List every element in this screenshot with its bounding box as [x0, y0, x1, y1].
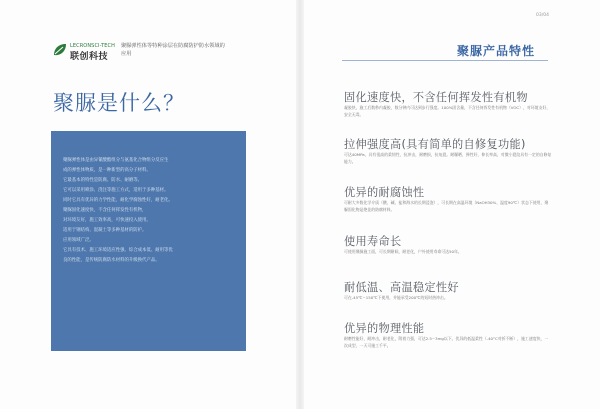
feature-item [344, 138, 554, 165]
intro-line: 对环境友好，施工效率高，可快速投入使用。 [63, 218, 151, 223]
intro-line: 应用领域广泛。 [63, 238, 94, 243]
feature-title: 拉伸强度高(具有简单的自修复功能) [344, 138, 526, 151]
feature-description: 可耐大多数化学介质（酸、碱、盐和海水的长期浸泡），可长期在高温环境（NaOH30%、温度90℃）状态下使用，聚脲固化物是绝佳的防腐材料。 [344, 200, 549, 212]
feature-title: 优异的物理性能 [344, 322, 425, 335]
leaf-logo-icon [53, 43, 67, 57]
intro-text [63, 156, 239, 266]
feature-item [344, 186, 554, 213]
feature-title: 使用寿命长 [344, 235, 402, 248]
intro-line: 成的弹性体物质，是一种新型的高分子材料。 [63, 168, 151, 173]
page-fold [296, 0, 304, 409]
logo-name-en: LECRONSCI-TECH [70, 43, 115, 49]
intro-line: 聚脲固化速度快，不含任何挥发性有机物， [63, 208, 147, 213]
intro-line: 同时它具有优异的力学性能，耐化学腐蚀性好，耐老化。 [63, 198, 173, 203]
intro-line: 它具有技术、施工环境适应性强、综合成本低、耐用等优 [63, 248, 173, 253]
feature-description: 可达40MPa，具有很高的柔韧性，抗冲击，耐磨损，抗龟裂。耐曝晒，弹性好，伸长率高，对微小裂纹具有一定的自修复能力。 [344, 152, 552, 164]
feature-item [344, 91, 554, 118]
feature-description: 凝胶快，施工后数秒内凝胶，数分钟内可达到步行强度。100%固含量，不含任何挥发性有机物（VOC），对环境友好，安全无毒。 [344, 105, 551, 117]
feature-title: 固化速度快，不含任何挥发性有机物 [344, 91, 528, 104]
intro-panel [51, 131, 246, 351]
intro-line: 它可以采用喷涂、浇注等施工方式，适用于多种基材。 [63, 188, 169, 193]
feature-title: 耐低温、高温稳定性好 [344, 281, 459, 294]
company-tagline: 聚脲弹性体等特种涂层在防腐防护防水领域的应用 [121, 43, 225, 57]
feature-description: 耐磨性能好，耐冲击，耐老化，附着力强，可达2.5~3mg以下。优异的低温柔性（-40°C对折不断），施工速度快，一次成型，一天可施工千平。 [344, 336, 549, 348]
company-logo [53, 43, 115, 62]
feature-title: 优异的耐腐蚀性 [344, 186, 425, 199]
logo-name-cn: 联创科技 [70, 52, 109, 62]
intro-line: 聚脲弹性体是由异氰酸酯组分与氨基化合物组分反应生 [63, 158, 169, 163]
page-number: 03/04 [536, 13, 549, 18]
intro-line: 适用于钢结构、混凝土等多种基材的防护。 [63, 228, 147, 233]
feature-item [344, 235, 554, 256]
feature-item [344, 322, 554, 349]
intro-line: 它最基本的特性是防腐、防水、耐磨等。 [63, 178, 143, 183]
feature-description: 可使用聚脲施工面，可长期耐候、耐老化，户外使用寿命可达50年。 [344, 249, 462, 254]
intro-line: 良的性能，是传统防腐防水材料的升级换代产品。 [63, 258, 160, 263]
heading-divider [342, 60, 548, 61]
feature-item [344, 281, 554, 302]
section-heading: 聚脲产品特性 [457, 44, 536, 58]
page-title: 聚脲是什么？ [53, 91, 185, 115]
feature-description: 可在-45℃~150℃下使用，并能承受200℃的短时热冲击。 [344, 295, 448, 300]
